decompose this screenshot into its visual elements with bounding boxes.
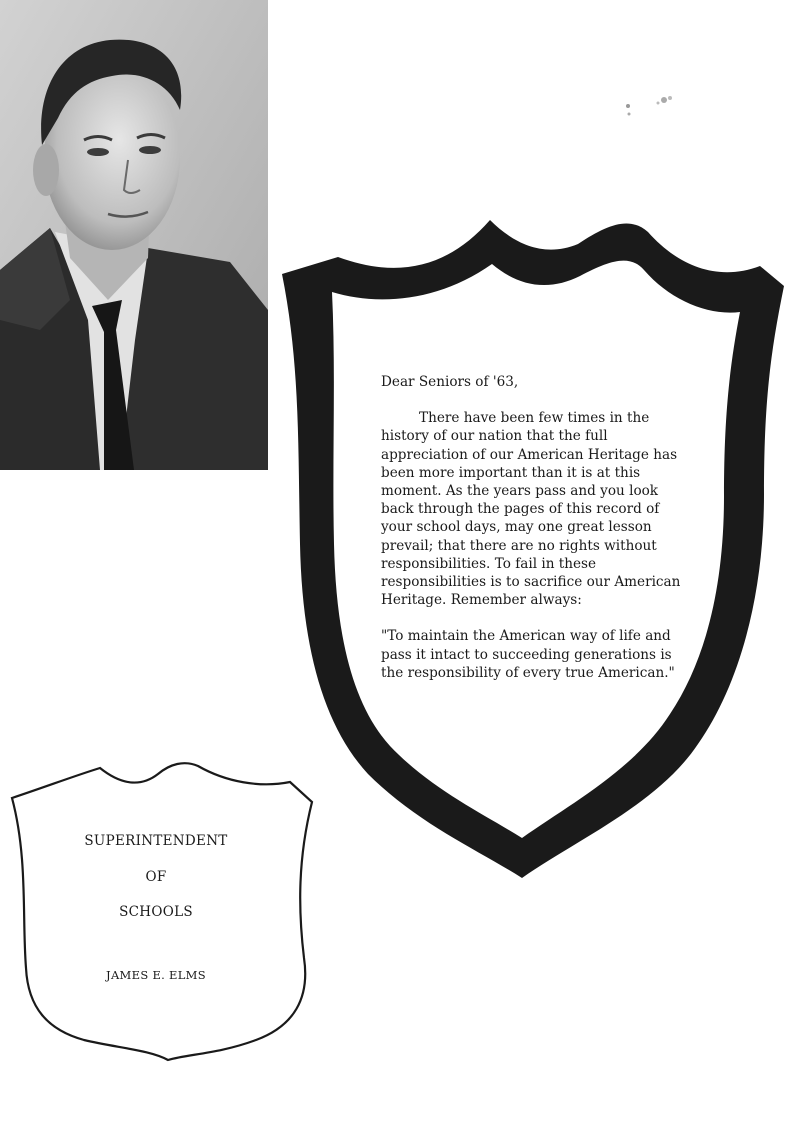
letter-salutation: Dear Seniors of '63,: [381, 374, 519, 390]
title-line-superintendent: SUPERINTENDENT: [84, 833, 228, 849]
print-speck-marks: [620, 88, 690, 128]
superintendent-portrait-photo: [0, 0, 268, 470]
portrait-illustration: [0, 0, 268, 470]
letter-text-block: [381, 373, 691, 682]
letter-quote: "To maintain the American way of life and pass it intact to succeeding generations is the responsibility of every true American.": [381, 628, 675, 681]
title-line-of: OF: [145, 869, 167, 885]
superintendent-name: JAMES E. ELMS: [106, 968, 206, 982]
title-line-schools: SCHOOLS: [119, 904, 193, 920]
letter-body: There have been few times in the history of our nation that the full appreciation of our American Heritage has been more important than it is at this moment. As the years pass and you look back through the pages of this record of your school days, may one great lesson prevail; that there are no rights without responsibilities. To fail in these responsibilities is to sacrifice our American Heritage. Remember always:: [381, 410, 681, 609]
